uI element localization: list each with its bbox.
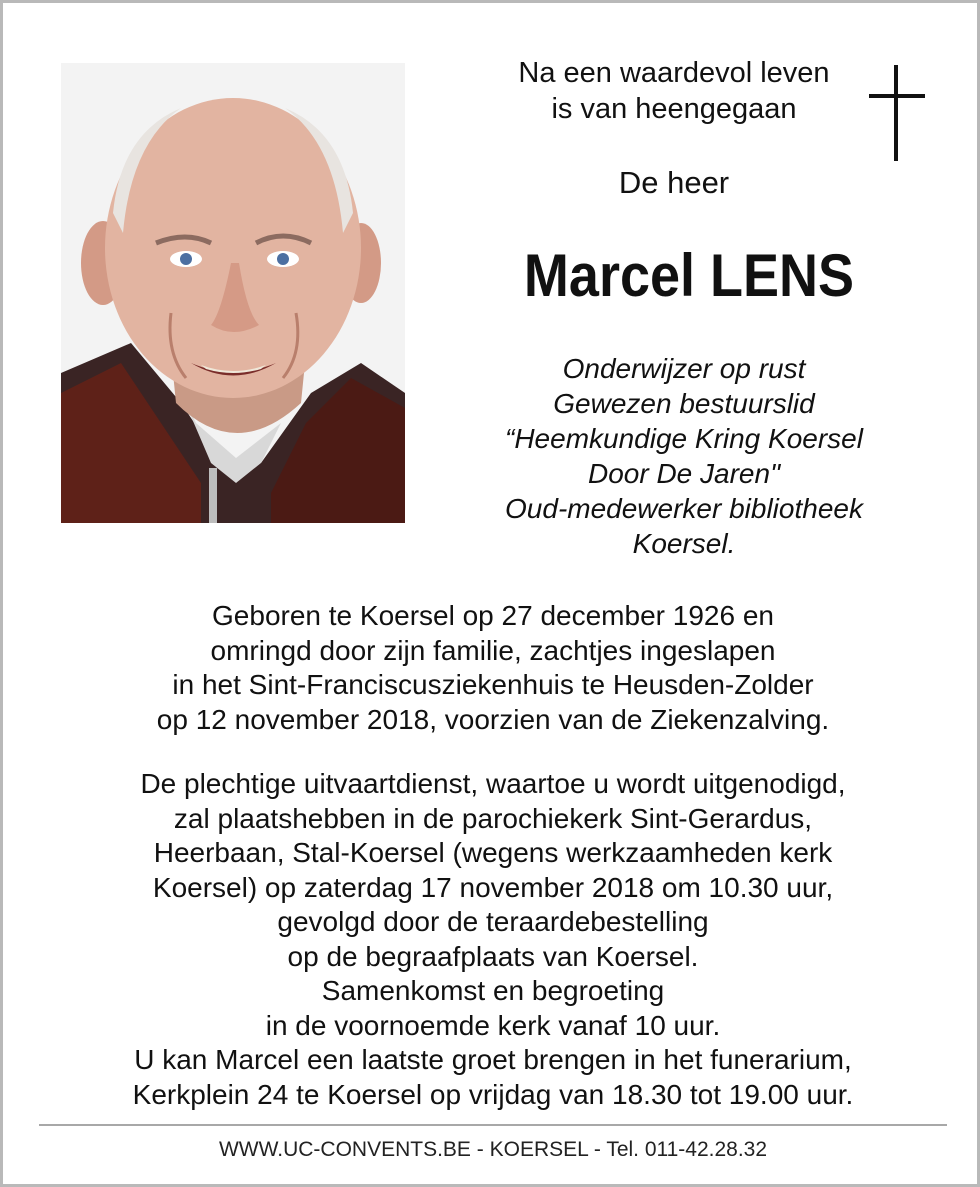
birth-paragraph — [43, 599, 943, 737]
intro-line: is van heengegaan — [551, 93, 797, 125]
portrait-illustration — [61, 63, 405, 523]
service-paragraph — [43, 767, 943, 1112]
footer-contact: WWW.UC-CONVENTS.BE - KOERSEL - Tel. 011-42.28.32 — [218, 1138, 768, 1161]
paragraph-line: in het Sint-Franciscusziekenhuis te Heusden-Zolder — [172, 669, 814, 700]
paragraph-line: op de begraafplaats van Koersel. — [287, 940, 699, 972]
footer-divider — [39, 1124, 947, 1126]
titles-block — [423, 351, 945, 561]
paragraph-line: gevolgd door de teraardebestelling — [277, 906, 709, 937]
paragraph-line: omringd door zijn familie, zachtjes ingeslapen — [210, 634, 776, 666]
paragraph-line: Heerbaan, Stal-Koersel (wegens werkzaamheden kerk — [153, 837, 833, 868]
paragraph-line: zal plaatshebben in de parochiekerk Sint-Gerardus, — [173, 802, 813, 834]
paragraph-line: U kan Marcel een laatste groet brengen in het funerarium, — [134, 1044, 852, 1075]
title-line: Onderwijzer op rust — [562, 353, 806, 384]
paragraph-line: Geboren te Koersel op 27 december 1926 en — [212, 600, 774, 631]
paragraph-line: op 12 november 2018, voorzien van de Ziekenzalving. — [156, 703, 830, 735]
intro-line: Na een waardevol leven — [518, 57, 830, 89]
title-line: Oud-medewerker bibliotheek — [505, 493, 863, 524]
paragraph-line: Kerkplein 24 te Koersel op vrijdag van 18.30 tot 19.00 uur. — [132, 1078, 854, 1110]
title-line: Gewezen bestuurslid — [553, 388, 815, 419]
paragraph-line: Koersel) op zaterdag 17 november 2018 om 10.30 uur, — [152, 871, 834, 903]
intro-text — [423, 55, 925, 127]
title-line: “Heemkundige Kring Koersel — [505, 423, 863, 454]
portrait-photo — [61, 63, 405, 523]
paragraph-line: Samenkomst en begroeting — [321, 975, 665, 1006]
paragraph-line: in de voornoemde kerk vanaf 10 uur. — [265, 1009, 721, 1041]
salutation: De heer — [618, 165, 730, 200]
paragraph-line: De plechtige uitvaartdienst, waartoe u wordt uitgenodigd, — [140, 768, 846, 799]
title-line: Door De Jaren" — [587, 458, 781, 489]
deceased-name: Marcel LENS — [523, 242, 855, 309]
title-line: Koersel. — [632, 528, 736, 559]
